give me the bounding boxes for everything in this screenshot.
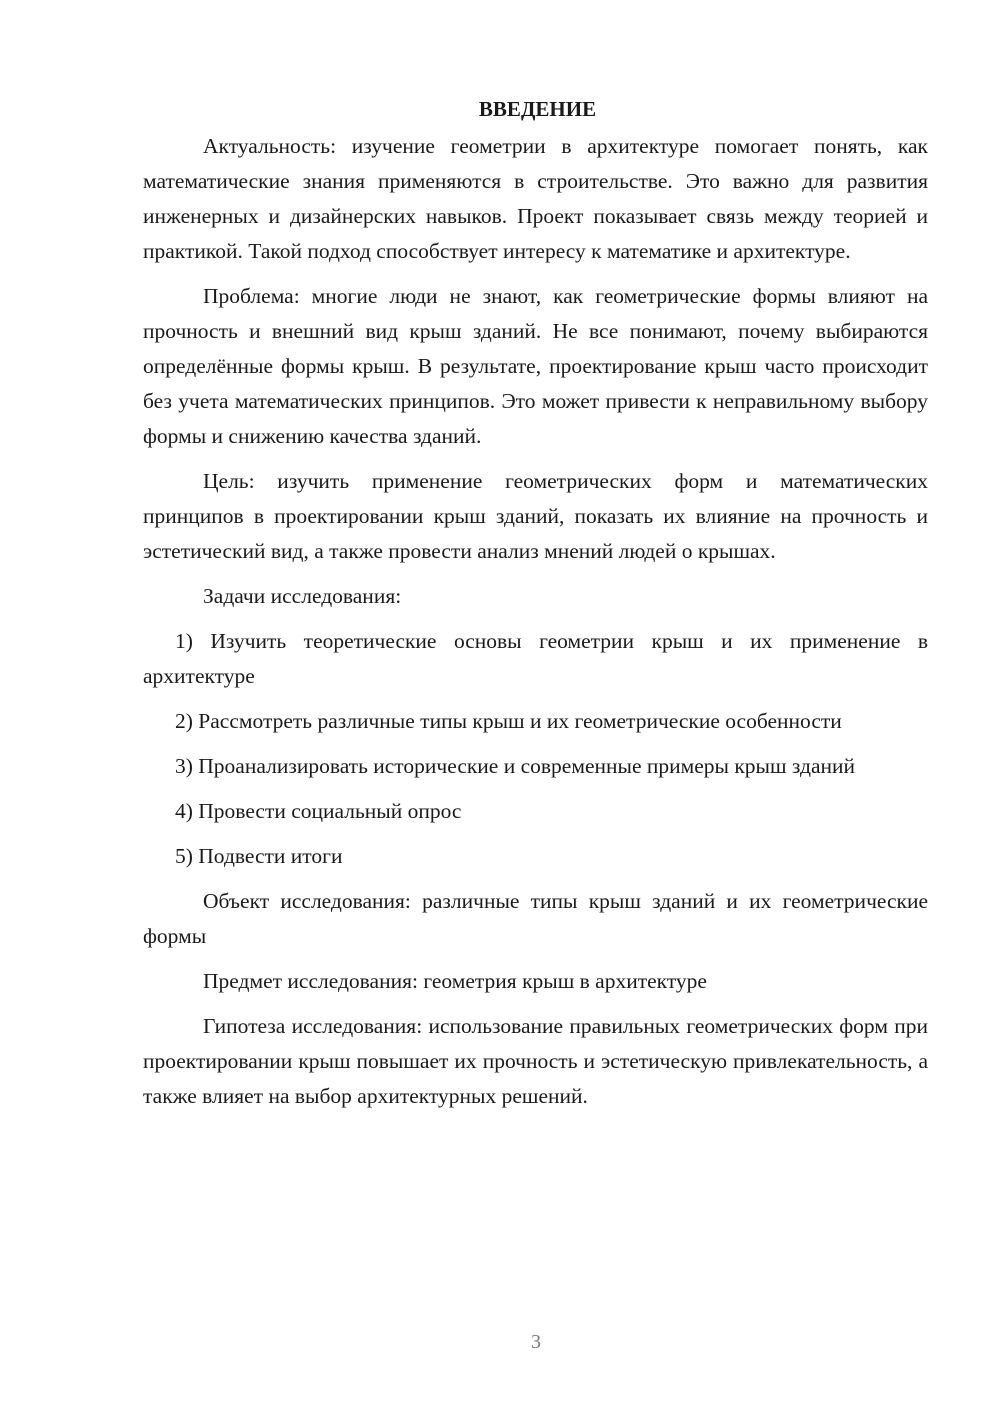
task-item-2: 2) Рассмотреть различные типы крыш и их геометрические особенности: [175, 709, 842, 733]
problem-paragraph: Проблема: многие люди не знают, как геометрические формы влияют на прочность и внешний вид крыш зданий. Не все понимают, почему выбираются определённые формы крыш. В результате, проектирование крыш часто происходит без учета математических принципов. Это может привести к неправильному выбору формы и снижению качества зданий.: [143, 284, 928, 448]
goal-paragraph: Цель: изучить применение геометрических форм и математических принципов в проектировании крыш зданий, показать их влияние на прочность и эстетический вид, а также провести анализ мнений людей о крышах.: [143, 469, 928, 563]
document-page: [143, 92, 928, 1124]
page-number: 3: [531, 1331, 541, 1353]
task-item-1: 1) Изучить теоретические основы геометрии крыш и их применение в архитектуре: [143, 629, 928, 688]
page-title: ВВЕДЕНИЕ: [478, 97, 597, 121]
object-paragraph: Объект исследования: различные типы крыш зданий и их геометрические формы: [143, 889, 928, 948]
task-item-4: 4) Провести социальный опрос: [175, 799, 462, 823]
relevance-paragraph: Актуальность: изучение геометрии в архитектуре помогает понять, как математические знания применяются в строительстве. Это важно для развития инженерных и дизайнерских навыков. Проект показывает связь между теорией и практикой. Такой подход способствует интересу к математике и архитектуре.: [143, 134, 928, 263]
task-item-3: 3) Проанализировать исторические и современные примеры крыш зданий: [175, 754, 856, 778]
task-item-5: 5) Подвести итоги: [175, 844, 343, 868]
subject-paragraph: Предмет исследования: геометрия крыш в архитектуре: [203, 969, 707, 993]
tasks-heading: Задачи исследования:: [203, 584, 402, 608]
hypothesis-paragraph: Гипотеза исследования: использование правильных геометрических форм при проектировании крыш повышает их прочность и эстетическую привлекательность, а также влияет на выбор архитектурных решений.: [143, 1014, 928, 1108]
